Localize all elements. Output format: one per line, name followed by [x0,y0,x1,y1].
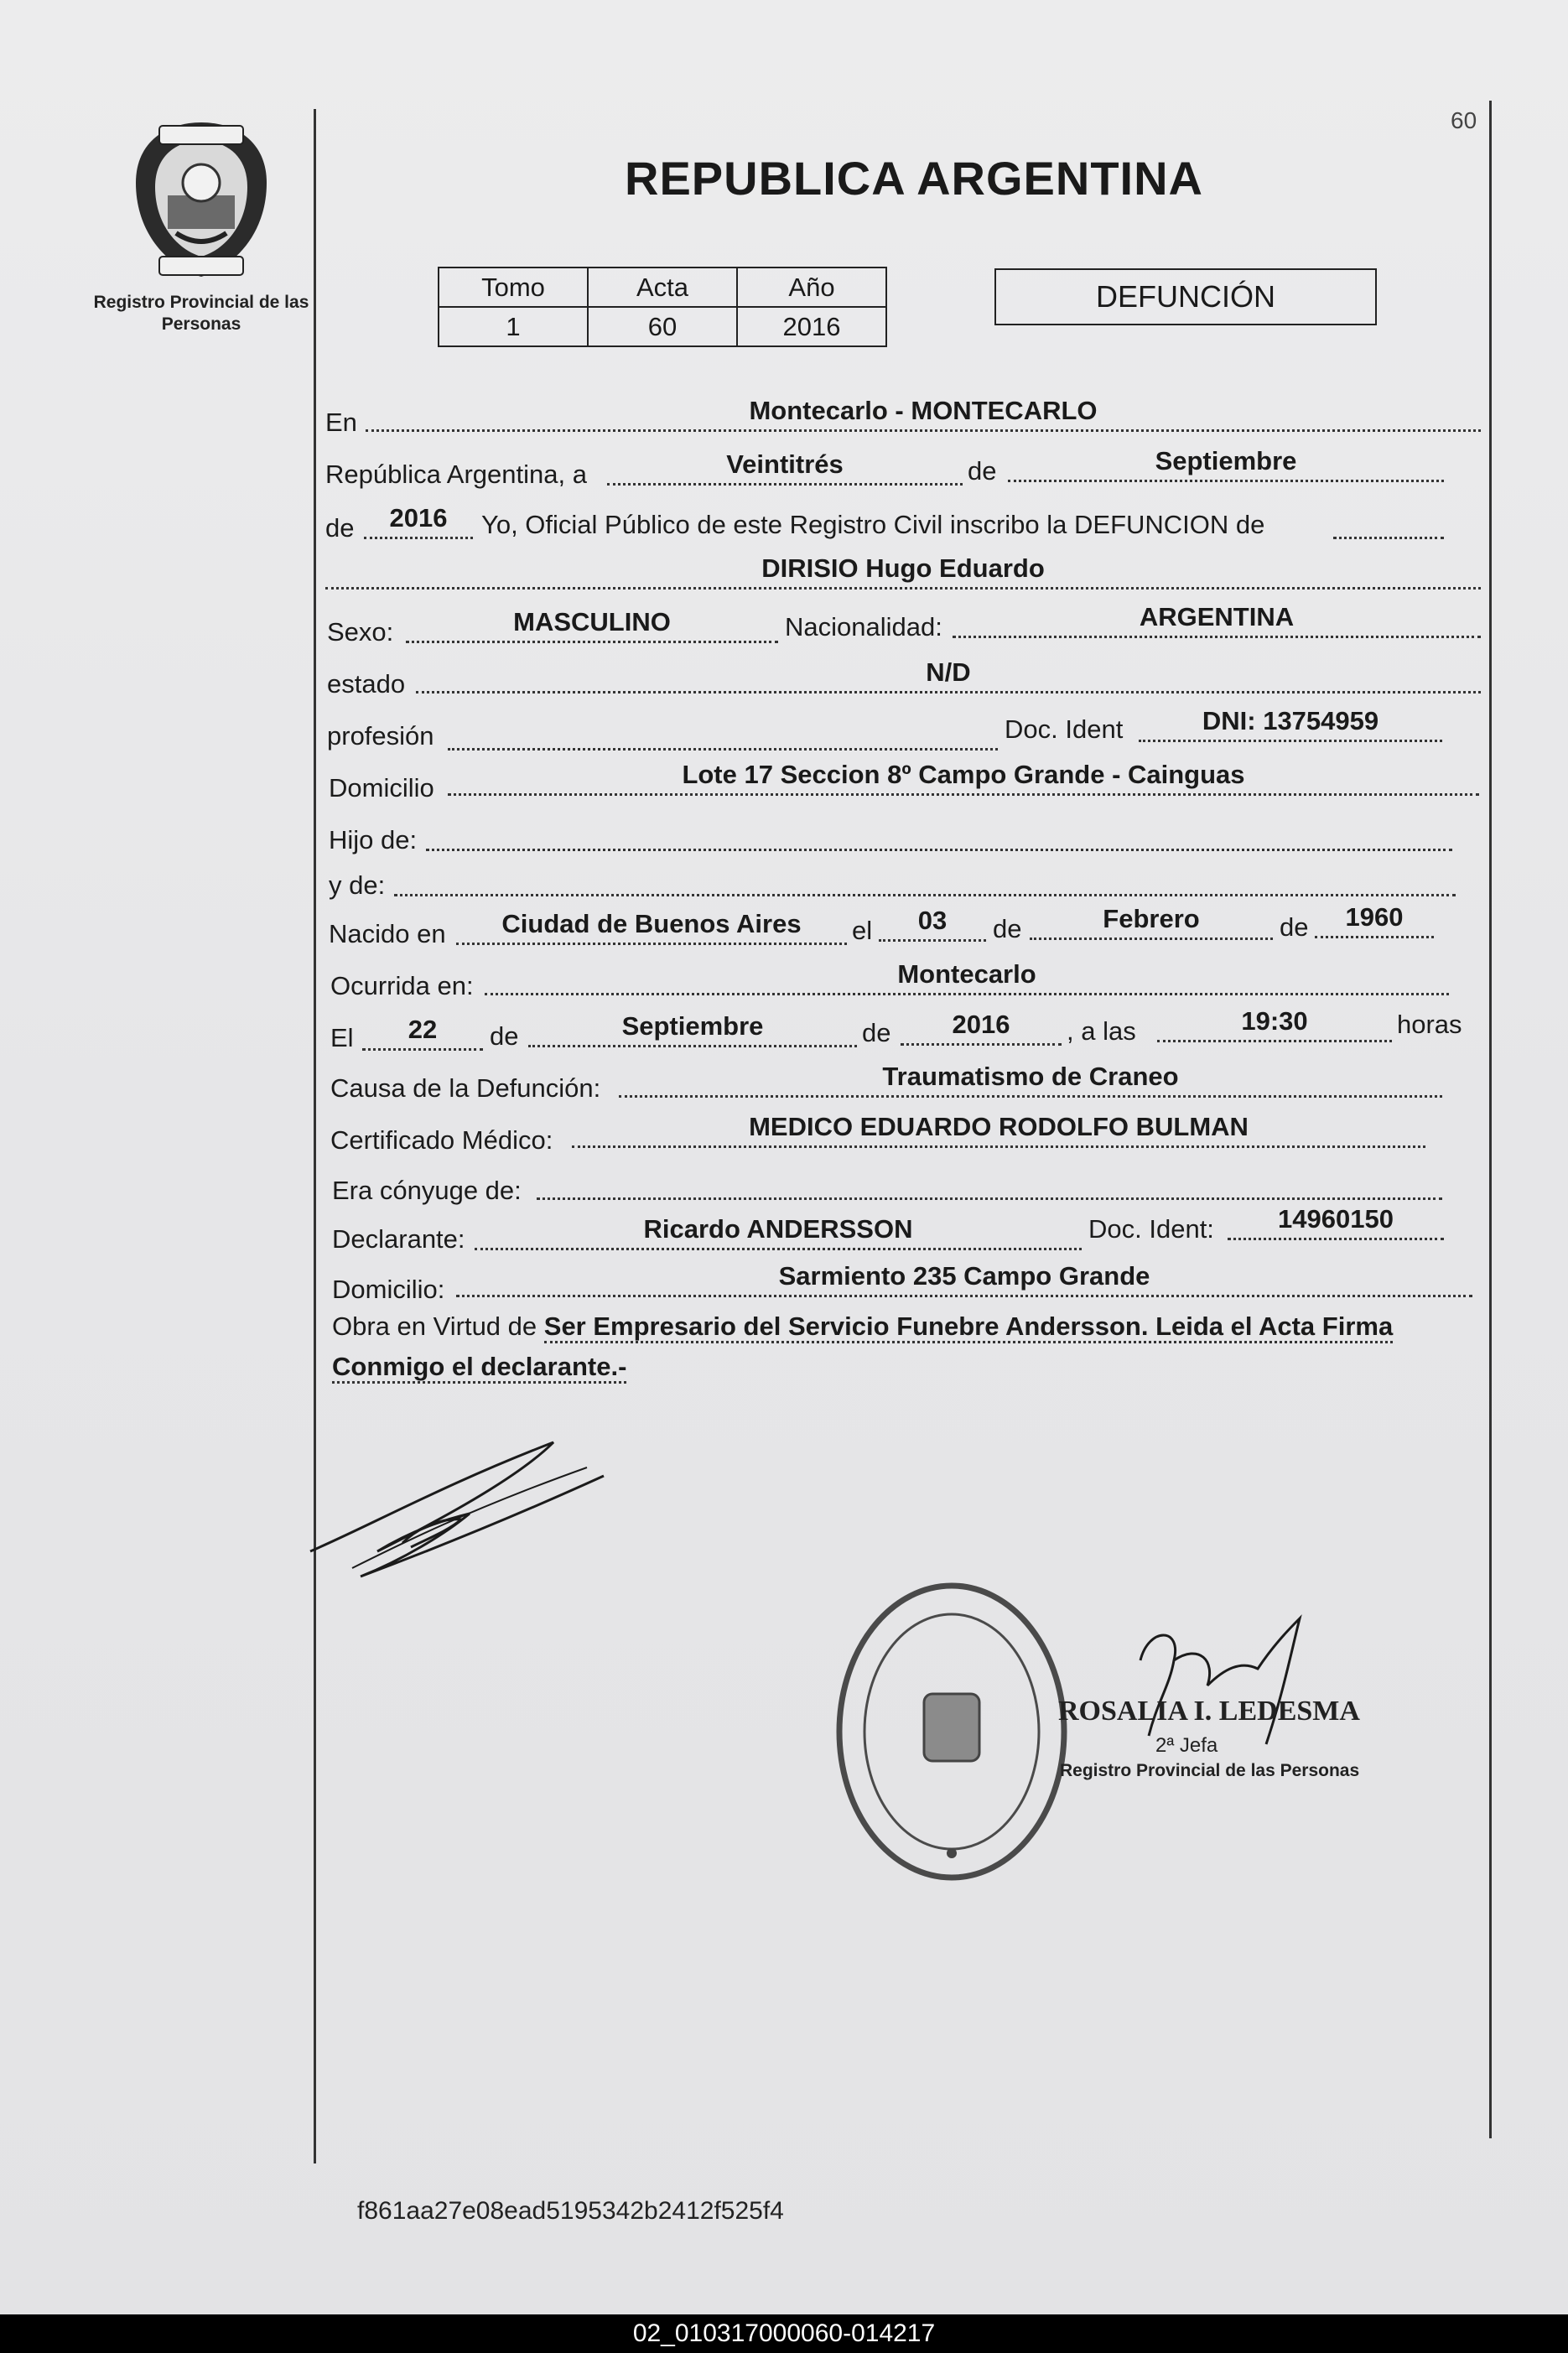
field-mes: Septiembre [1008,446,1444,482]
field-causa: Traumatismo de Craneo [619,1062,1442,1098]
officer-organization: Registro Provincial de las Personas [1060,1761,1360,1780]
label-domicilio: Domicilio [329,773,434,803]
field-estado: N/D [416,657,1481,693]
field-sexo: MASCULINO [406,607,778,643]
field-y-de [394,860,1456,896]
officer-name: ROSALIA I. LEDESMA [1058,1696,1360,1727]
field-conyuge [537,1164,1442,1200]
field-yo-continuation [1333,503,1444,539]
table-value-anio: 2016 [737,307,886,346]
label-ocurrida-en: Ocurrida en: [330,971,474,1000]
table-header-acta: Acta [588,268,737,307]
official-stamp [830,1576,1073,1887]
field-nacido-anio: 1960 [1315,902,1434,938]
label-horas: horas [1397,1010,1462,1039]
label-sexo: Sexo: [327,617,394,647]
field-dia: Veintitrés [607,449,963,486]
field-certificado: MEDICO EDUARDO RODOLFO BULMAN [572,1112,1425,1148]
table-header-tomo: Tomo [439,268,588,307]
label-yo: Yo, Oficial Público de este Registro Civil inscribo la DEFUNCION de [481,510,1265,539]
field-hora: 19:30 [1157,1006,1392,1042]
record-type-box: DEFUNCIÓN [994,268,1377,325]
misiones-coat-of-arms-logo [126,116,277,283]
field-nacido-dia: 03 [879,906,986,942]
field-nacido-mes: Febrero [1030,904,1273,940]
label-estado: estado [327,669,406,699]
label-el-fecha: El [330,1023,354,1052]
field-declarante-domicilio: Sarmiento 235 Campo Grande [456,1261,1472,1297]
label-de-5: de [490,1021,519,1051]
label-a-las: , a las [1067,1016,1136,1046]
label-nacido-en: Nacido en [329,919,446,948]
table-header-anio: Año [737,268,886,307]
field-fallec-anio: 2016 [901,1010,1062,1046]
label-doc-ident-declarante: Doc. Ident: [1088,1214,1214,1244]
label-de-2: de [325,513,355,543]
declarant-signature [302,1426,620,1602]
document-hash: f861aa27e08ead5195342b2412f525f4 [357,2197,784,2225]
field-domicilio: Lote 17 Seccion 8º Campo Grande - Cainguas [448,760,1479,796]
label-de-1: de [968,456,997,486]
label-certificado: Certificado Médico: [330,1125,553,1155]
field-declarante-doc: 14960150 [1228,1204,1444,1240]
tomo-acta-anio-table [438,267,887,347]
label-en: En [325,408,357,437]
label-obra: Obra en Virtud de [332,1312,537,1341]
label-declarante: Declarante: [332,1224,465,1254]
label-doc-ident: Doc. Ident [1005,714,1124,744]
table-value-acta: 60 [588,307,737,346]
field-ocurrida-en: Montecarlo [485,959,1449,995]
field-nacido-en: Ciudad de Buenos Aires [456,909,847,945]
label-de-3: de [993,914,1022,943]
field-fallec-mes: Septiembre [528,1011,857,1047]
table-value-tomo: 1 [439,307,588,346]
left-border-line [314,109,316,2163]
label-conyuge: Era cónyuge de: [332,1176,522,1205]
officer-title: 2ª Jefa [1155,1734,1218,1757]
field-nombre: DIRISIO Hugo Eduardo [325,553,1481,590]
label-profesion: profesión [327,721,434,751]
label-causa: Causa de la Defunción: [330,1073,601,1103]
label-republica: República Argentina, a [325,460,587,489]
label-de-6: de [862,1018,891,1047]
field-fallec-dia: 22 [362,1015,483,1051]
field-obra-texto: Ser Empresario del Servicio Funebre Andersson. Leida el Acta Firma Conmigo el declarante.- [332,1312,1393,1384]
field-doc-ident: DNI: 13754959 [1139,706,1442,742]
label-hijo-de: Hijo de: [329,825,418,854]
logo-caption: Registro Provincial de las Personas [93,293,309,334]
officer-signature [1124,1610,1325,1761]
right-border-line [1489,101,1492,2138]
field-declarante: Ricardo ANDERSSON [475,1214,1082,1250]
field-profesion [448,714,998,751]
document-title: REPUBLICA ARGENTINA [625,152,1203,205]
field-nacionalidad: ARGENTINA [953,602,1481,638]
label-nacionalidad: Nacionalidad: [785,612,942,641]
obra-en-virtud-paragraph [332,1306,1472,1387]
footer-id-bar: 02_010317000060-014217 [0,2314,1568,2353]
field-hijo-de [426,815,1452,851]
label-domicilio-declarante: Domicilio: [332,1275,445,1304]
field-lugar: Montecarlo - MONTECARLO [366,396,1481,432]
label-el: el [852,916,873,945]
page-number: 60 [1451,107,1477,133]
label-de-4: de [1280,912,1309,942]
field-anio: 2016 [364,503,473,539]
label-y-de: y de: [329,870,386,900]
